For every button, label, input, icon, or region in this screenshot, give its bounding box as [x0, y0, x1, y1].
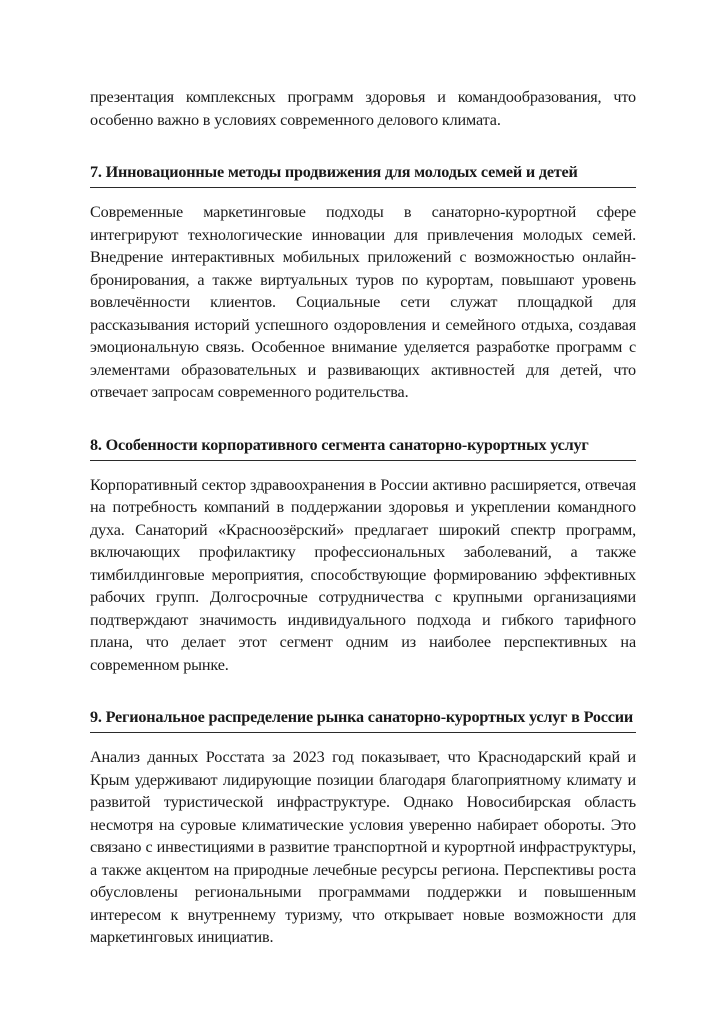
section-heading-block — [90, 706, 636, 733]
section-heading: 7. Инновационные методы продвижения для молодых семей и детей — [90, 163, 578, 181]
section-9 — [90, 706, 636, 949]
section-paragraph: Современные маркетинговые подходы в санаторно-курортной сфере интегрируют технологические инновации для привлечения молодых семей. Внедрение интерактивных мобильных приложений с возможностью онлайн-бронирования, а также виртуальных туров по курортам, повышают уровень вовлечённости клиентов. Социальные сети служат площадкой для рассказывания историй успешного оздоровления и семейного отдыха, создавая эмоциональную связь. Особенное внимание уделяется разработке программ с элементами образовательных и развивающих активностей для детей, что отвечает запросам современного родительства. — [90, 203, 636, 401]
section-paragraph: Анализ данных Росстата за 2023 год показывает, что Краснодарский край и Крым удерживают лидирующие позиции благодаря благоприятному климату и развитой туристической инфраструктуре. Однако Новосибирская область несмотря на суровые климатические условия уверенно набирает обороты. Это связано с инвестициями в развитие транспортной и курортной инфраструктуры, а также акцентом на природные лечебные ресурсы региона. Перспективы роста обусловлены региональными программами поддержки и повышенным интересом к внутреннему туризму, что открывает новые возможности для маркетинговых инициатив. — [90, 748, 636, 946]
document-page — [90, 86, 636, 949]
section-heading: 8. Особенности корпоративного сегмента санаторно-курортных услуг — [90, 435, 589, 454]
section-heading-block — [90, 434, 636, 461]
section-heading-block — [90, 161, 636, 188]
section-8 — [90, 434, 636, 677]
section-7 — [90, 161, 636, 404]
intro-paragraph: презентация комплексных программ здоровья и командообразования, что особенно важно в условиях современного делового климата. — [90, 88, 636, 129]
section-heading: 9. Региональное распределение рынка санаторно-курортных услуг в России — [90, 708, 633, 726]
section-paragraph: Корпоративный сектор здравоохранения в России активно расширяется, отвечая на потребность компаний в поддержании здоровья и укреплении командного духа. Санаторий «Красноозёрский» предлагает широкий спектр программ, включающих профилактику профессиональных заболеваний, а также тимбилдинговые мероприятия, способствующие формированию эффективных рабочих групп. Долгосрочные сотрудничества с крупными организациями подтверждают значимость индивидуального подхода и гибкого тарифного плана, что делает этот сегмент одним из наиболее перспективных на современном рынке. — [90, 475, 636, 674]
